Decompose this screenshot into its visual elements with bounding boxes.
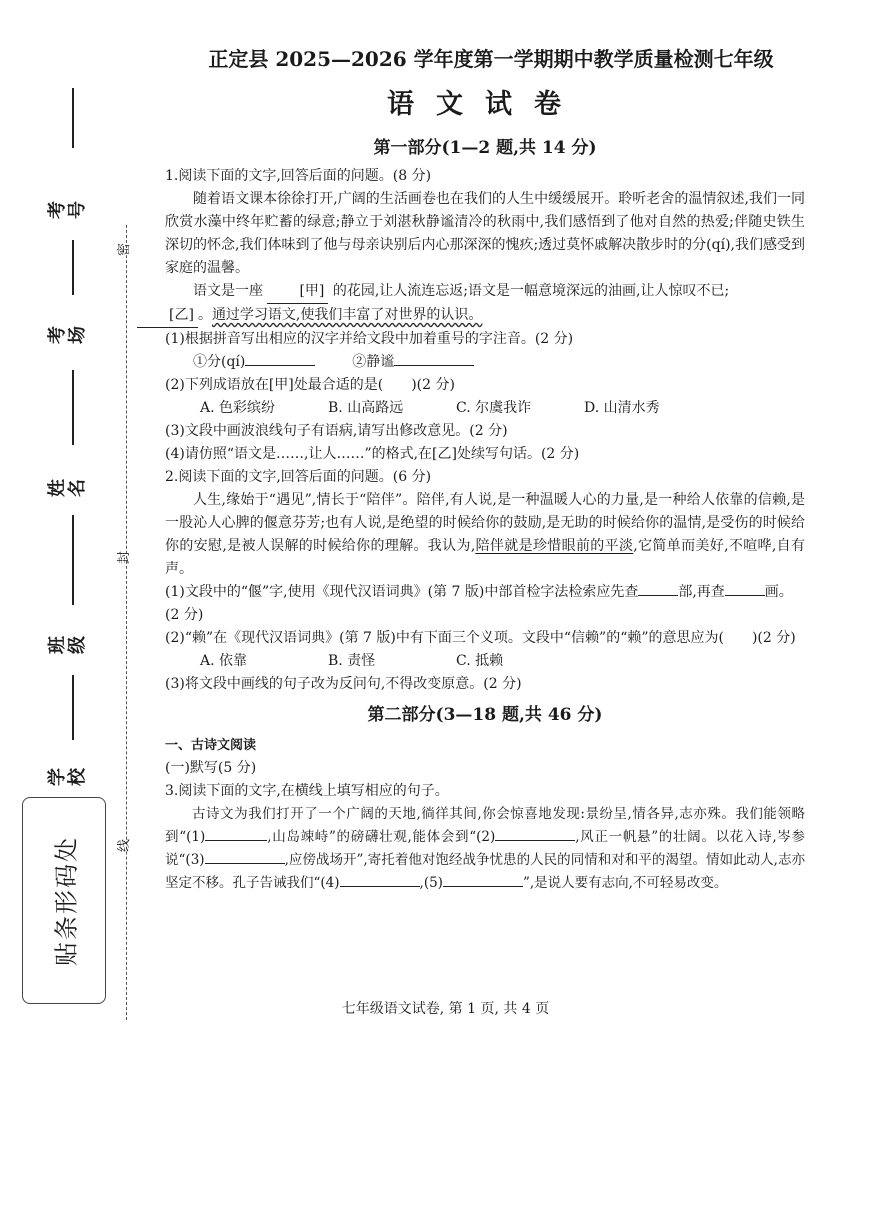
barcode-area: [22, 797, 106, 1004]
seal-mark-feng: 封: [117, 550, 133, 565]
binding-line-1: [72, 88, 74, 148]
q3-stem: 3.阅读下面的文字,在横线上填写相应的句子。: [165, 783, 449, 799]
blank-yi: [乙]: [137, 304, 198, 328]
option-b[interactable]: B. 责怪: [328, 653, 376, 669]
q1-sub4: (4)请仿照“语文是……,让人……”的格式,在[乙]处续写句话。(2 分): [165, 446, 580, 462]
school-label: 学校: [47, 768, 88, 786]
answer-blank[interactable]: [205, 849, 285, 864]
q1-sub2: (2)下列成语放在[甲]处最合适的是( )(2 分): [165, 377, 455, 393]
barcode-label: 贴条形码处: [52, 835, 81, 966]
option-b[interactable]: B. 山高路远: [328, 400, 404, 416]
exam-no-label: 考号: [47, 201, 88, 219]
seal-dashed-line: [126, 225, 127, 1020]
answer-blank[interactable]: [394, 351, 474, 366]
exam-content: [165, 45, 805, 895]
q2-passage: 人生,缘始于“遇见”,情长于“陪伴”。陪伴,有人说,是一种温暖人心的力量,是一种给人依靠的信赖,是一股沁人心脾的偃意芬芳;也有人说,是绝望的时候给你的鼓励,是无助的时候给你的温情,是受伤的时候给你的安慰,是被人误解的时候给你的理解。我认为,陪伴就是珍惜眼前的平淡,它简单而美好,不喧哗,自有声。: [165, 492, 805, 577]
answer-blank[interactable]: [638, 581, 678, 596]
exam-room-label: 考场: [47, 326, 88, 344]
binding-line-2: [72, 240, 74, 295]
q2-sub2-options: [165, 650, 805, 673]
q1-sub1: (1)根据拼音写出相应的汉字并给文段中加着重号的字注音。(2 分): [165, 331, 574, 347]
section1-heading: 一、古诗文阅读: [165, 738, 257, 753]
answer-blank[interactable]: [205, 826, 267, 841]
option-d[interactable]: D. 山清水秀: [584, 400, 660, 416]
answer-blank[interactable]: [725, 581, 765, 596]
option-a[interactable]: A. 色彩缤纷: [200, 400, 276, 416]
part2-heading: 第二部分(3—18 题,共 46 分): [367, 705, 603, 725]
option-c[interactable]: C. 抵赖: [456, 653, 504, 669]
answer-blank[interactable]: [245, 351, 315, 366]
q1-sub3: (3)文段中画波浪线句子有语病,请写出修改意见。(2 分): [165, 423, 508, 439]
seal-mark-mi: 密: [117, 242, 133, 257]
name-label: 姓名: [47, 479, 88, 497]
option-c[interactable]: C. 尔虞我诈: [456, 400, 532, 416]
binding-line-3: [72, 370, 74, 445]
q1-stem: 1.阅读下面的文字,回答后面的问题。(8 分): [165, 168, 432, 184]
page-footer: 七年级语文试卷, 第 1 页, 共 4 页: [341, 1001, 550, 1017]
subject-title: 语文试卷: [387, 89, 583, 120]
wavy-sentence: 通过学习语文,使我们丰富了对世界的认识。: [211, 307, 483, 323]
answer-blank[interactable]: [443, 872, 523, 887]
class-label: 班级: [47, 636, 88, 654]
part1-heading: 第一部分(1—2 题,共 14 分): [373, 138, 597, 158]
blank-jia: [甲]: [267, 280, 328, 304]
option-a[interactable]: A. 依靠: [200, 653, 248, 669]
q2-sub1: (1)文段中的“偃”字,使用《现代汉语词典》(第 7 版)中部首检字法检索应先查 部,再查 画。(2 分): [165, 581, 805, 627]
q1-sub2-options: [165, 397, 805, 420]
subsection1-heading: (一)默写(5 分): [165, 760, 257, 776]
q1-sub1-answers: ①分(qí) ②静谧: [165, 351, 805, 374]
answer-blank[interactable]: [340, 872, 420, 887]
binding-line-4: [72, 515, 74, 605]
exam-title: 正定县 2025—2026 学年度第一学期期中教学质量检测七年级: [208, 47, 774, 71]
q2-sub3: (3)将文段中画线的句子改为反问句,不得改变原意。(2 分): [165, 676, 522, 692]
underlined-sentence: 陪伴就是珍惜眼前的平淡: [475, 538, 634, 554]
q2-sub2: (2)“赖”在《现代汉语词典》(第 7 版)中有下面三个义项。文段中“信赖”的“赖”的意思应为( )(2 分): [165, 630, 796, 646]
q2-stem: 2.阅读下面的文字,回答后面的问题。(6 分): [165, 469, 432, 485]
q1-passage-2: 语文是一座 [甲] 的花园,让人流连忘返;语文是一幅意境深远的油画,让人惊叹不已; [乙] 。通过学习语文,使我们丰富了对世界的认识。: [165, 280, 805, 328]
q3-passage: 古诗文为我们打开了一个广阔的天地,徜徉其间,你会惊喜地发现:景纷呈,情各异,志亦殊。我们能领略到“(1) ,山岛竦峙”的磅礴壮观,能体会到“(2) ,风正一帆悬”的壮阔。以花入诗,岑参说“(3) ,应傍战场开”,寄托着他对饱经战争忧患的人民的同情和对和平的渴望。情如此动人,志亦坚定不移。孔子告诫我们“(4) ,(5) ”,是说人要有志向,不可轻易改变。: [165, 806, 805, 891]
answer-blank[interactable]: [495, 826, 575, 841]
q1-passage: 随着语文课本徐徐打开,广阔的生活画卷也在我们的人生中缓缓展开。聆听老舍的温情叙述,我们一同欣赏水藻中终年贮蓄的绿意;静立于刘湛秋静谧清冷的秋雨中,我们感悟到了他对自然的热爱;伴随史铁生深切的怀念,我们体味到了他与母亲诀别后内心那深深的愧疚;透过莫怀戚解决散步时的分(qí),我们感受到家庭的温馨。: [165, 191, 805, 276]
binding-line-5: [72, 675, 74, 740]
seal-mark-xian: 线: [117, 838, 133, 853]
